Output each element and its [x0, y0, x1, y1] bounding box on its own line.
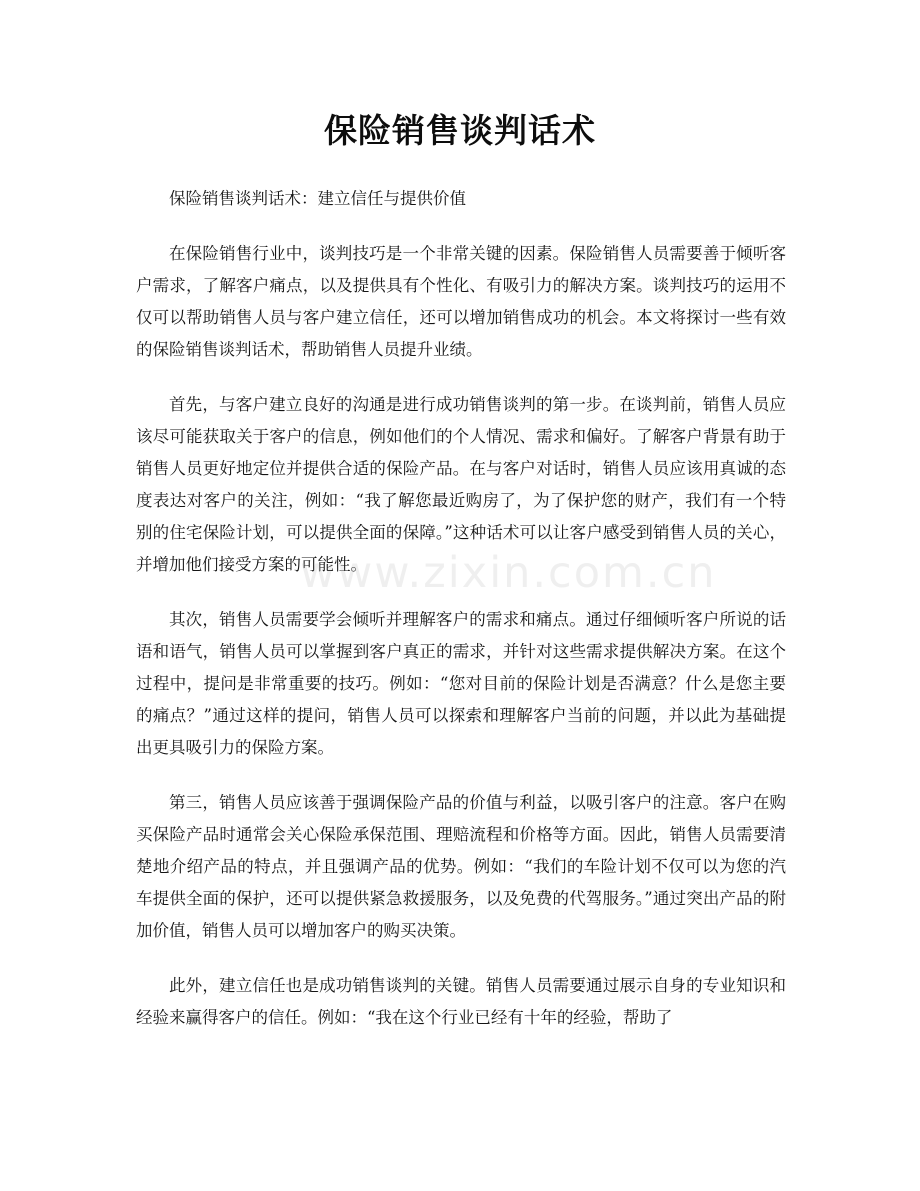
- paragraph-trust: 此外，建立信任也是成功销售谈判的关键。销售人员需要通过展示自身的专业知识和经验来赢得客户的信任。例如：“我在这个行业已经有十年的经验，帮助了: [136, 976, 786, 1027]
- paragraph-third: 第三，销售人员应该善于强调保险产品的价值与利益，以吸引客户的注意。客户在购买保险产品时通常会关心保险承保范围、理赔流程和价格等方面。因此，销售人员需要清楚地介绍产品的特点，并且强调产品的优势。例如：“我们的车险计划不仅可以为您的汽车提供全面的保护，还可以提供紧急救援服务，以及免费的代驾服务。”通过突出产品的附加价值，销售人员可以增加客户的购买决策。: [136, 793, 786, 940]
- paragraph-second: 其次，销售人员需要学会倾听并理解客户的需求和痛点。通过仔细倾听客户所说的话语和语气，销售人员可以掌握到客户真正的需求，并针对这些需求提供解决方案。在这个过程中，提问是非常重要的技巧。例如：“您对目前的保险计划是否满意？什么是您主要的痛点？”通过这样的提问，销售人员可以探索和理解客户当前的问题，并以此为基础提出更具吸引力的保险方案。: [136, 610, 786, 757]
- watermark: www.zixin.com.cn: [300, 548, 717, 598]
- paragraph-first: 首先，与客户建立良好的沟通是进行成功销售谈判的第一步。在谈判前，销售人员应该尽可能获取关于客户的信息，例如他们的个人情况、需求和偏好。了解客户背景有助于销售人员更好地定位并提供合适的保险产品。在与客户对话时，销售人员应该用真诚的态度表达对客户的关注，例如：“我了解您最近购房了，为了保护您的财产，我们有一个特别的住宅保险计划，可以提供全面的保障。”这种话术可以让客户感受到销售人员的关心，并增加他们接受方案的可能性。: [136, 395, 786, 574]
- document-body: [136, 183, 786, 1057]
- intro-paragraph: 在保险销售行业中，谈判技巧是一个非常关键的因素。保险销售人员需要善于倾听客户需求，了解客户痛点，以及提供具有个性化、有吸引力的解决方案。谈判技巧的运用不仅可以帮助销售人员与客户建立信任，还可以增加销售成功的机会。本文将探讨一些有效的保险销售谈判话术，帮助销售人员提升业绩。: [136, 244, 786, 359]
- document-title: 保险销售谈判话术: [324, 111, 596, 150]
- subtitle-paragraph: 保险销售谈判话术：建立信任与提供价值: [169, 189, 466, 208]
